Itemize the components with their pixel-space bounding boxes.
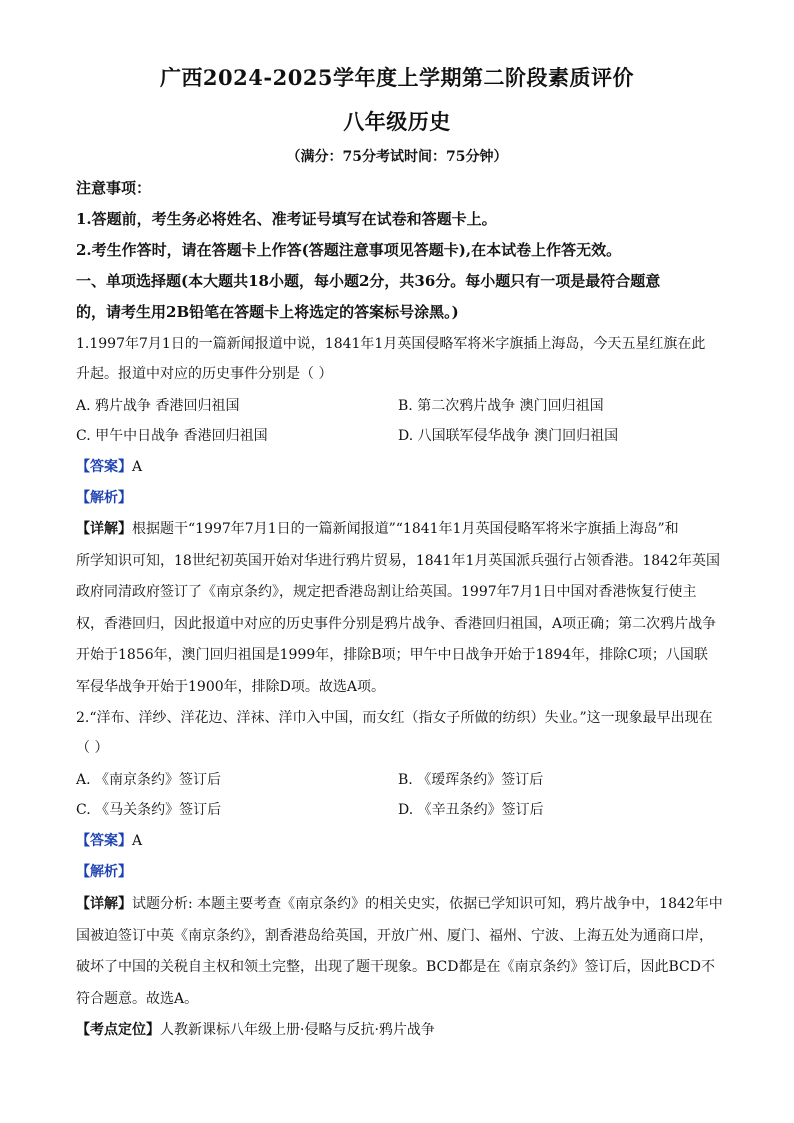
exam-score-time: （满分：75分考试时间：75分钟） [286, 149, 508, 165]
q1-detail-line3: 政府同清政府签订了《南京条约》，规定把香港岛割让给英国。1997年7月1日中国对香港恢复行使主 [76, 584, 697, 600]
exam-title: 广西2024-2025学年度上学期第二阶段素质评价 [159, 65, 635, 90]
q2-analysis-tag: 【解析】 [76, 864, 132, 880]
q1-detail-line4: 权，香港回归，因此报道中对应的历史事件分别是鸦片战争、香港回归祖国，A项正确；第二次鸦片战争 [76, 616, 717, 632]
q2-detail-line4: 符合题意。故选A。 [76, 991, 199, 1007]
q2-option-c: C. 《马关条约》签订后 [76, 802, 222, 818]
q2-point-tag: 【考点定位】 [76, 1022, 160, 1038]
q1-analysis [76, 488, 132, 508]
q1-detail-line5: 开始于1856年，澳门回归祖国是1999年，排除B项；甲午中日战争开始于1894年，排除C项；八国联 [76, 647, 708, 663]
q1-detail-line6: 军侵华战争开始于1900年，排除D项。故选A项。 [76, 679, 385, 695]
q1-detail-text1: 根据题干“1997年7月1日的一篇新闻报道”“1841年1月英国侵略军将米字旗插上海岛”和 [132, 521, 679, 537]
notice-item-2: 2.考生作答时，请在答题卡上作答(答题注意事项见答题卡),在本试卷上作答无效。 [76, 241, 622, 259]
q1-analysis-tag: 【解析】 [76, 490, 132, 506]
q2-answer-tag: 【答案】 [76, 833, 132, 849]
q1-answer-value: A [132, 459, 143, 475]
q1-answer-tag: 【答案】 [76, 459, 132, 475]
q2-detail-line1 [76, 894, 723, 914]
section-instructions-line2: 的，请考生用2B铅笔在答题卡上将选定的答案标号涂黑。) [76, 303, 459, 321]
q2-detail-line3: 破坏了中国的关税自主权和领土完整，出现了题干现象。BCD都是在《南京条约》签订后，因此BCD不 [76, 959, 715, 975]
q2-detail-line2: 国被迫签订中英《南京条约》，割香港岛给英国，开放广州、厦门、福州、宁波、上海五处为通商口岸， [76, 928, 713, 944]
q2-point-text: 人教新课标八年级上册·侵略与反抗·鸦片战争 [160, 1022, 435, 1038]
q1-option-c: C. 甲午中日战争 香港回归祖国 [76, 428, 268, 444]
q1-detail-line2: 所学知识可知，18世纪初英国开始对华进行鸦片贸易，1841年1月英国派兵强行占领香港。1842年英国 [76, 553, 720, 569]
q1-option-b: B. 第二次鸦片战争 澳门回归祖国 [398, 398, 604, 414]
q1-option-a: A. 鸦片战争 香港回归祖国 [76, 398, 240, 414]
q2-stem-line2: （ ） [76, 740, 109, 756]
q2-answer [76, 831, 142, 851]
q2-answer-value: A [132, 833, 143, 849]
notice-item-1: 1.答题前，考生务必将姓名、准考证号填写在试卷和答题卡上。 [76, 210, 497, 228]
q2-point [76, 1020, 720, 1040]
q1-detail-line1 [76, 519, 720, 539]
q2-detail-tag: 【详解】 [76, 896, 132, 912]
q2-option-a: A. 《南京条约》签订后 [76, 772, 222, 788]
q1-stem-line1: 1.1997年7月1日的一篇新闻报道中说，1841年1月英国侵略军将米字旗插上海岛，今天五星红旗在此 [76, 336, 706, 352]
q2-analysis [76, 862, 132, 882]
q1-answer [76, 457, 142, 477]
q2-stem-line1: 2.“洋布、洋纱、洋花边、洋袜、洋巾入中国，而女红（指女子所做的纺织）失业。”这一现象最早出现在 [76, 710, 713, 726]
q2-option-b: B. 《瑷珲条约》签订后 [398, 772, 544, 788]
section-instructions-line1: 一、单项选择题(本大题共18小题，每小题2分，共36分。每小题只有一项是最符合题意 [76, 272, 661, 290]
q2-detail-text1: 试题分析: 本题主要考查《南京条约》的相关史实，依据已学知识可知，鸦片战争中，1842年中 [132, 896, 723, 912]
q1-stem-line2: 升起。报道中对应的历史事件分别是（ ） [76, 366, 333, 382]
exam-subject: 八年级历史 [343, 109, 451, 134]
q1-option-d: D. 八国联军侵华战争 澳门回归祖国 [398, 428, 619, 444]
q1-detail-tag: 【详解】 [76, 521, 132, 537]
q2-option-d: D. 《辛丑条约》签订后 [398, 802, 544, 818]
notice-heading: 注意事项： [76, 179, 152, 197]
